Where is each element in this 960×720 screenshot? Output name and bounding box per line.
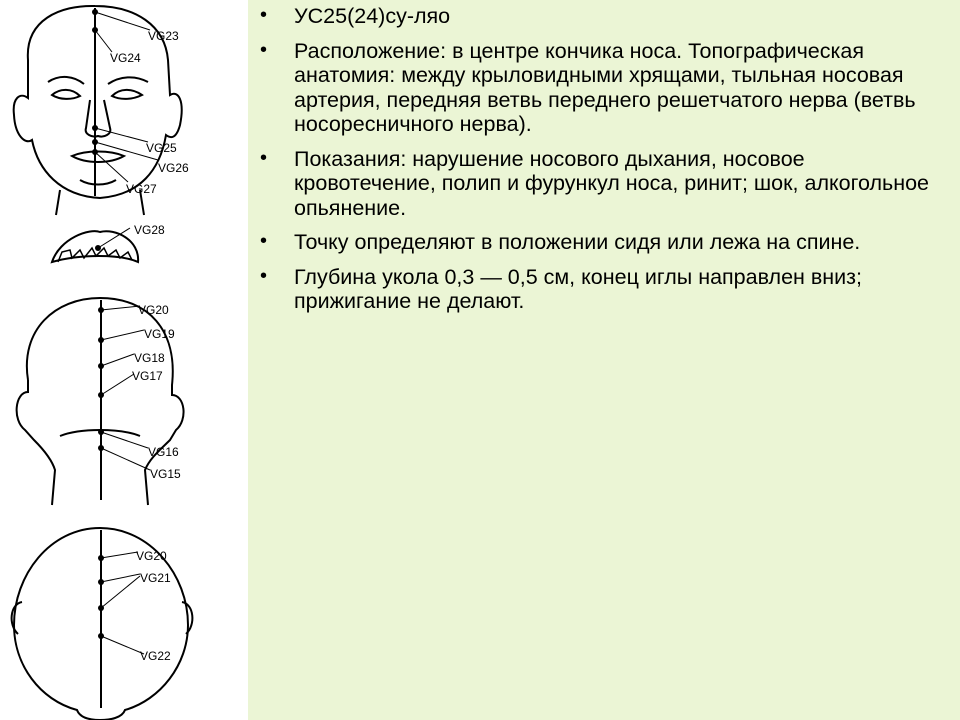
bullet-marker: • (260, 38, 268, 61)
top-ear-left (12, 602, 22, 634)
acupuncture-diagram (0, 0, 248, 720)
bullet-point-title (260, 4, 944, 29)
mouth-outline (52, 231, 138, 262)
bullet-marker: • (260, 146, 268, 169)
bullet-marker: • (260, 264, 268, 287)
label-vg22: VG22 (140, 649, 171, 663)
bullet-list (260, 4, 944, 324)
label-vg19: VG19 (144, 327, 175, 341)
bullet-point-position (260, 230, 944, 255)
bullet-text: Показания: нарушение носового дыхания, носовое кровотечение, полип и фурункул носа, ринит; шок, алкогольное опьянение. (294, 146, 929, 220)
bullet-text: УС25(24)су-ляо (294, 4, 451, 28)
text-panel (248, 0, 960, 720)
bullet-marker: • (260, 230, 268, 252)
bullet-text: Глубина укола 0,3 — 0,5 см, конец иглы направлен вниз; прижигание не делают. (294, 264, 863, 313)
front-eyebrow-left (48, 77, 84, 84)
front-chin (80, 180, 116, 185)
front-eye-left (52, 90, 80, 99)
bullet-point-indications (260, 146, 944, 221)
label-vg27: VG27 (126, 182, 157, 196)
front-eye-right (112, 90, 142, 99)
bullet-text: Расположение: в центре кончика носа. Топографическая анатомия: между крыловидными хрящами, тыльная носовая артерия, передняя ветвь переднего решетчатого нерва (ветвь носоресничного нерва). (294, 38, 916, 136)
label-vg23: VG23 (148, 29, 179, 43)
label-vg15: VG15 (150, 467, 181, 481)
label-vg21: VG21 (140, 571, 171, 585)
teeth (58, 248, 132, 262)
bullet-text: Точку определяют в положении сидя или лежа на спине. (294, 230, 861, 254)
front-mouth (72, 152, 124, 163)
label-vg16: VG16 (148, 445, 179, 459)
label-vg25: VG25 (146, 141, 177, 155)
label-vg24: VG24 (110, 51, 141, 65)
label-vg20-top: VG20 (136, 549, 167, 563)
bullet-marker: • (260, 4, 268, 26)
label-vg20-back: VG20 (138, 303, 169, 317)
illustration-panel (0, 0, 248, 720)
label-vg28: VG28 (134, 223, 165, 237)
front-eyebrow-right (108, 77, 148, 84)
label-vg18: VG18 (134, 351, 165, 365)
label-vg26: VG26 (158, 161, 189, 175)
label-vg17: VG17 (132, 369, 163, 383)
bullet-point-depth (260, 264, 944, 314)
front-neck-left (56, 190, 60, 215)
bullet-point-location (260, 38, 944, 137)
